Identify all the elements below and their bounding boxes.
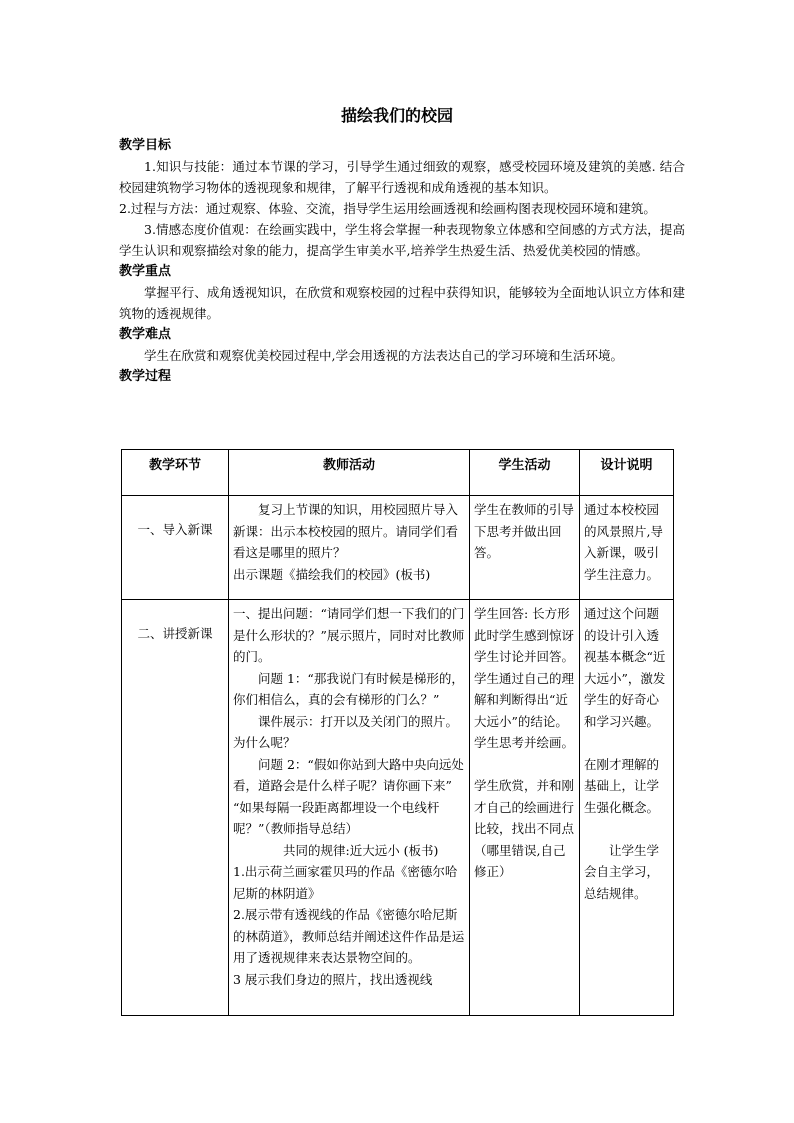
stage-cell: 一、导入新课 — [122, 496, 229, 600]
goals-heading: 教学目标 — [119, 138, 172, 153]
header-design: 设计说明 — [580, 450, 674, 496]
process-heading: 教学过程 — [119, 369, 172, 384]
goals-process: 2.过程与方法：通过观察、体验、交流，指导学生运用绘画透视和绘画构图表现校园环境和建筑。 — [119, 201, 656, 216]
table-row — [122, 600, 674, 1016]
header-student: 学生活动 — [470, 450, 580, 496]
table-row — [122, 496, 674, 600]
teacher-cell: 一、提出问题：“请同学们想一下我们的门是什么形状的？”展示照片，同时对比教师的门。 问题 1：“那我说门有时候是梯形的，你们相信么，真的会有梯形的门么？” 课件展示：打开以及关闭门的照片。为什么呢？ 问题 2：“假如你站到大路中央向远处看，道路会是什么样子呢？请你画下来” “如果每隔一段距离都埋设一个电线杆呢？”（教师指导总结） 共同的规律:近大远小 (板书) 1.出示荷兰画家霍贝玛的作品《密德尔哈尼斯的林阴道》 2.展示带有透视线的作品《密德尔哈尼斯的林荫道》，教师总结并阐述这件作品是运用了透视规律来表达景物空间的。 3 展示我们身边的照片，找出透视线 — [229, 600, 470, 1016]
design-cell: 通过这个问题的设计引入透视基本概念“近大远小”，激发学生的好奇心和学习兴趣。 在刚才理解的基础上，让学生强化概念。 让学生学会自主学习，总结规律。 — [580, 600, 674, 1016]
goals-knowledge: 1.知识与技能：通过本节课的学习，引导学生通过细致的观察，感受校园环境及建筑的美感. 结合校园建筑物学习物体的透视现象和规律，了解平行透视和成角透视的基本知识。 — [119, 159, 685, 195]
goals-attitude: 3.情感态度价值观：在绘画实践中，学生将会掌握一种表现物象立体感和空间感的方式方法，提高学生认识和观察描绘对象的能力，提高学生审美水平,培养学生热爱生活、热爱优美校园的情感。 — [119, 222, 685, 258]
key-points-heading: 教学重点 — [119, 264, 172, 279]
document-body — [119, 135, 685, 387]
header-teacher: 教师活动 — [229, 450, 470, 496]
stage-cell: 二、讲授新课 — [122, 600, 229, 1016]
difficulty-heading: 教学难点 — [119, 327, 172, 342]
header-stage: 教学环节 — [122, 450, 229, 496]
lesson-table — [121, 449, 674, 1016]
student-cell: 学生回答: 长方形 此时学生感到惊讶 学生讨论并回答。学生通过自己的理解和判断得出“近大远小”的结论。 学生思考并绘画。 学生欣赏，并和刚才自己的绘画进行比较，找出不同点（哪里错误,自己修正） — [470, 600, 580, 1016]
design-cell: 通过本校校园的风景照片,导入新课，吸引学生注意力。 — [580, 496, 674, 600]
document-title: 描绘我们的校园 — [340, 106, 453, 125]
student-cell: 学生在教师的引导下思考并做出回答。 — [470, 496, 580, 600]
table-header-row — [122, 450, 674, 496]
difficulty-text: 学生在欣赏和观察优美校园过程中,学会用透视的方法表达自己的学习环境和生活环境。 — [144, 348, 623, 363]
key-points-text: 掌握平行、成角透视知识，在欣赏和观察校园的过程中获得知识，能够较为全面地认识立方体和建筑物的透视规律。 — [119, 285, 685, 321]
teacher-cell: 复习上节课的知识，用校园照片导入新课：出示本校校园的照片。请同学们看看这是哪里的照片？ 出示课题《描绘我们的校园》(板书) — [229, 496, 470, 600]
